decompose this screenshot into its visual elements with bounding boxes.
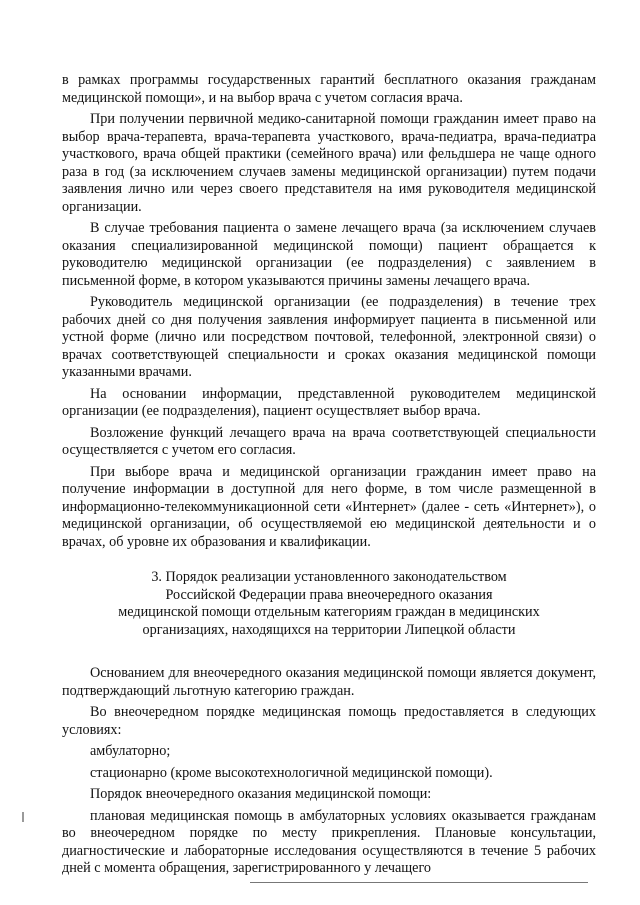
paragraph-primary-care-choice: При получении первичной медико-санитарной помощи гражданин имеет право на выбор врача-терапевта, врача-терапевта участкового, врача-педиатра, врача-педиатра участкового, врача общей практики (семейного врача) или фельдшера не чаще одного раза в год (за исключением случаев замены медицинской организации) путем подачи заявления лично или через своего представителя на имя руководителя медицинской организации. <box>62 111 596 215</box>
footer-divider <box>250 882 588 883</box>
margin-mark <box>22 812 24 822</box>
section-heading <box>62 569 596 639</box>
paragraph-head-informs: Руководитель медицинской организации (ее подразделения) в течение трех рабочих дней со дня получения заявления информирует пациента в письменной или устной форме (лично или посредством почтовой, телефонной, электронной связи) о врачах соответствующей специальности и сроках оказания медицинской помощи указанными врачами. <box>62 294 596 380</box>
list-item-outpatient: амбулаторно; <box>90 743 171 759</box>
paragraph-continuation: в рамках программы государственных гарантий бесплатного оказания гражданам медицинской помощи», и на выбор врача с учетом согласия врача. <box>62 72 596 106</box>
list-item-inpatient: стационарно (кроме высокотехнологичной медицинской помощи). <box>90 764 493 781</box>
paragraph-functions-assignment: Возложение функций лечащего врача на врача соответствующей специальности осуществляется с учетом его согласия. <box>62 424 596 458</box>
paragraph-conditions-intro: Во внеочередном порядке медицинская помощь предоставляется в следующих условиях: <box>62 704 596 738</box>
paragraph-doctor-replacement: В случае требования пациента о замене лечащего врача (за исключением случаев оказания специализированной медицинской помощи) пациент обращается к руководителю медицинской организации (ее подразделения) с заявлением в письменной форме, в котором указываются причины замены лечащего врача. <box>62 220 596 289</box>
section-heading-line: медицинской помощи отдельным категориям граждан в медицинских <box>118 604 540 620</box>
section-heading-line: организациях, находящихся на территории Липецкой области <box>142 621 516 638</box>
paragraph-information-right: При выборе врача и медицинской организации гражданин имеет право на получение информации в доступной для него форме, в том числе размещенной в информационно-телекоммуникационной сети «Интернет» (далее - сеть «Интернет»), о медицинской организации, об осуществляемой ею медицинской деятельности и о врачах, об уровне их образования и квалификации. <box>62 463 596 550</box>
paragraph-procedure-title: Порядок внеочередного оказания медицинской помощи: <box>90 786 432 802</box>
section-heading-line: 3. Порядок реализации установленного законодательством <box>151 569 507 585</box>
paragraph-planned-care: плановая медицинская помощь в амбулаторных условиях оказывается гражданам во внеочередном порядке по месту прикрепления. Плановые консультации, диагностические и лабораторные исследования осуществляются в течение 5 рабочих дней с момента обращения, зарегистрированного у лечащего <box>62 807 596 876</box>
document-page <box>62 72 596 882</box>
paragraph-basis: Основанием для внеочередного оказания медицинской помощи является документ, подтверждающий льготную категорию граждан. <box>62 665 596 699</box>
section-heading-line: Российской Федерации права внеочередного оказания <box>165 586 493 603</box>
paragraph-patient-choice: На основании информации, представленной руководителем медицинской организации (ее подразделения), пациент осуществляет выбор врача. <box>62 385 596 419</box>
